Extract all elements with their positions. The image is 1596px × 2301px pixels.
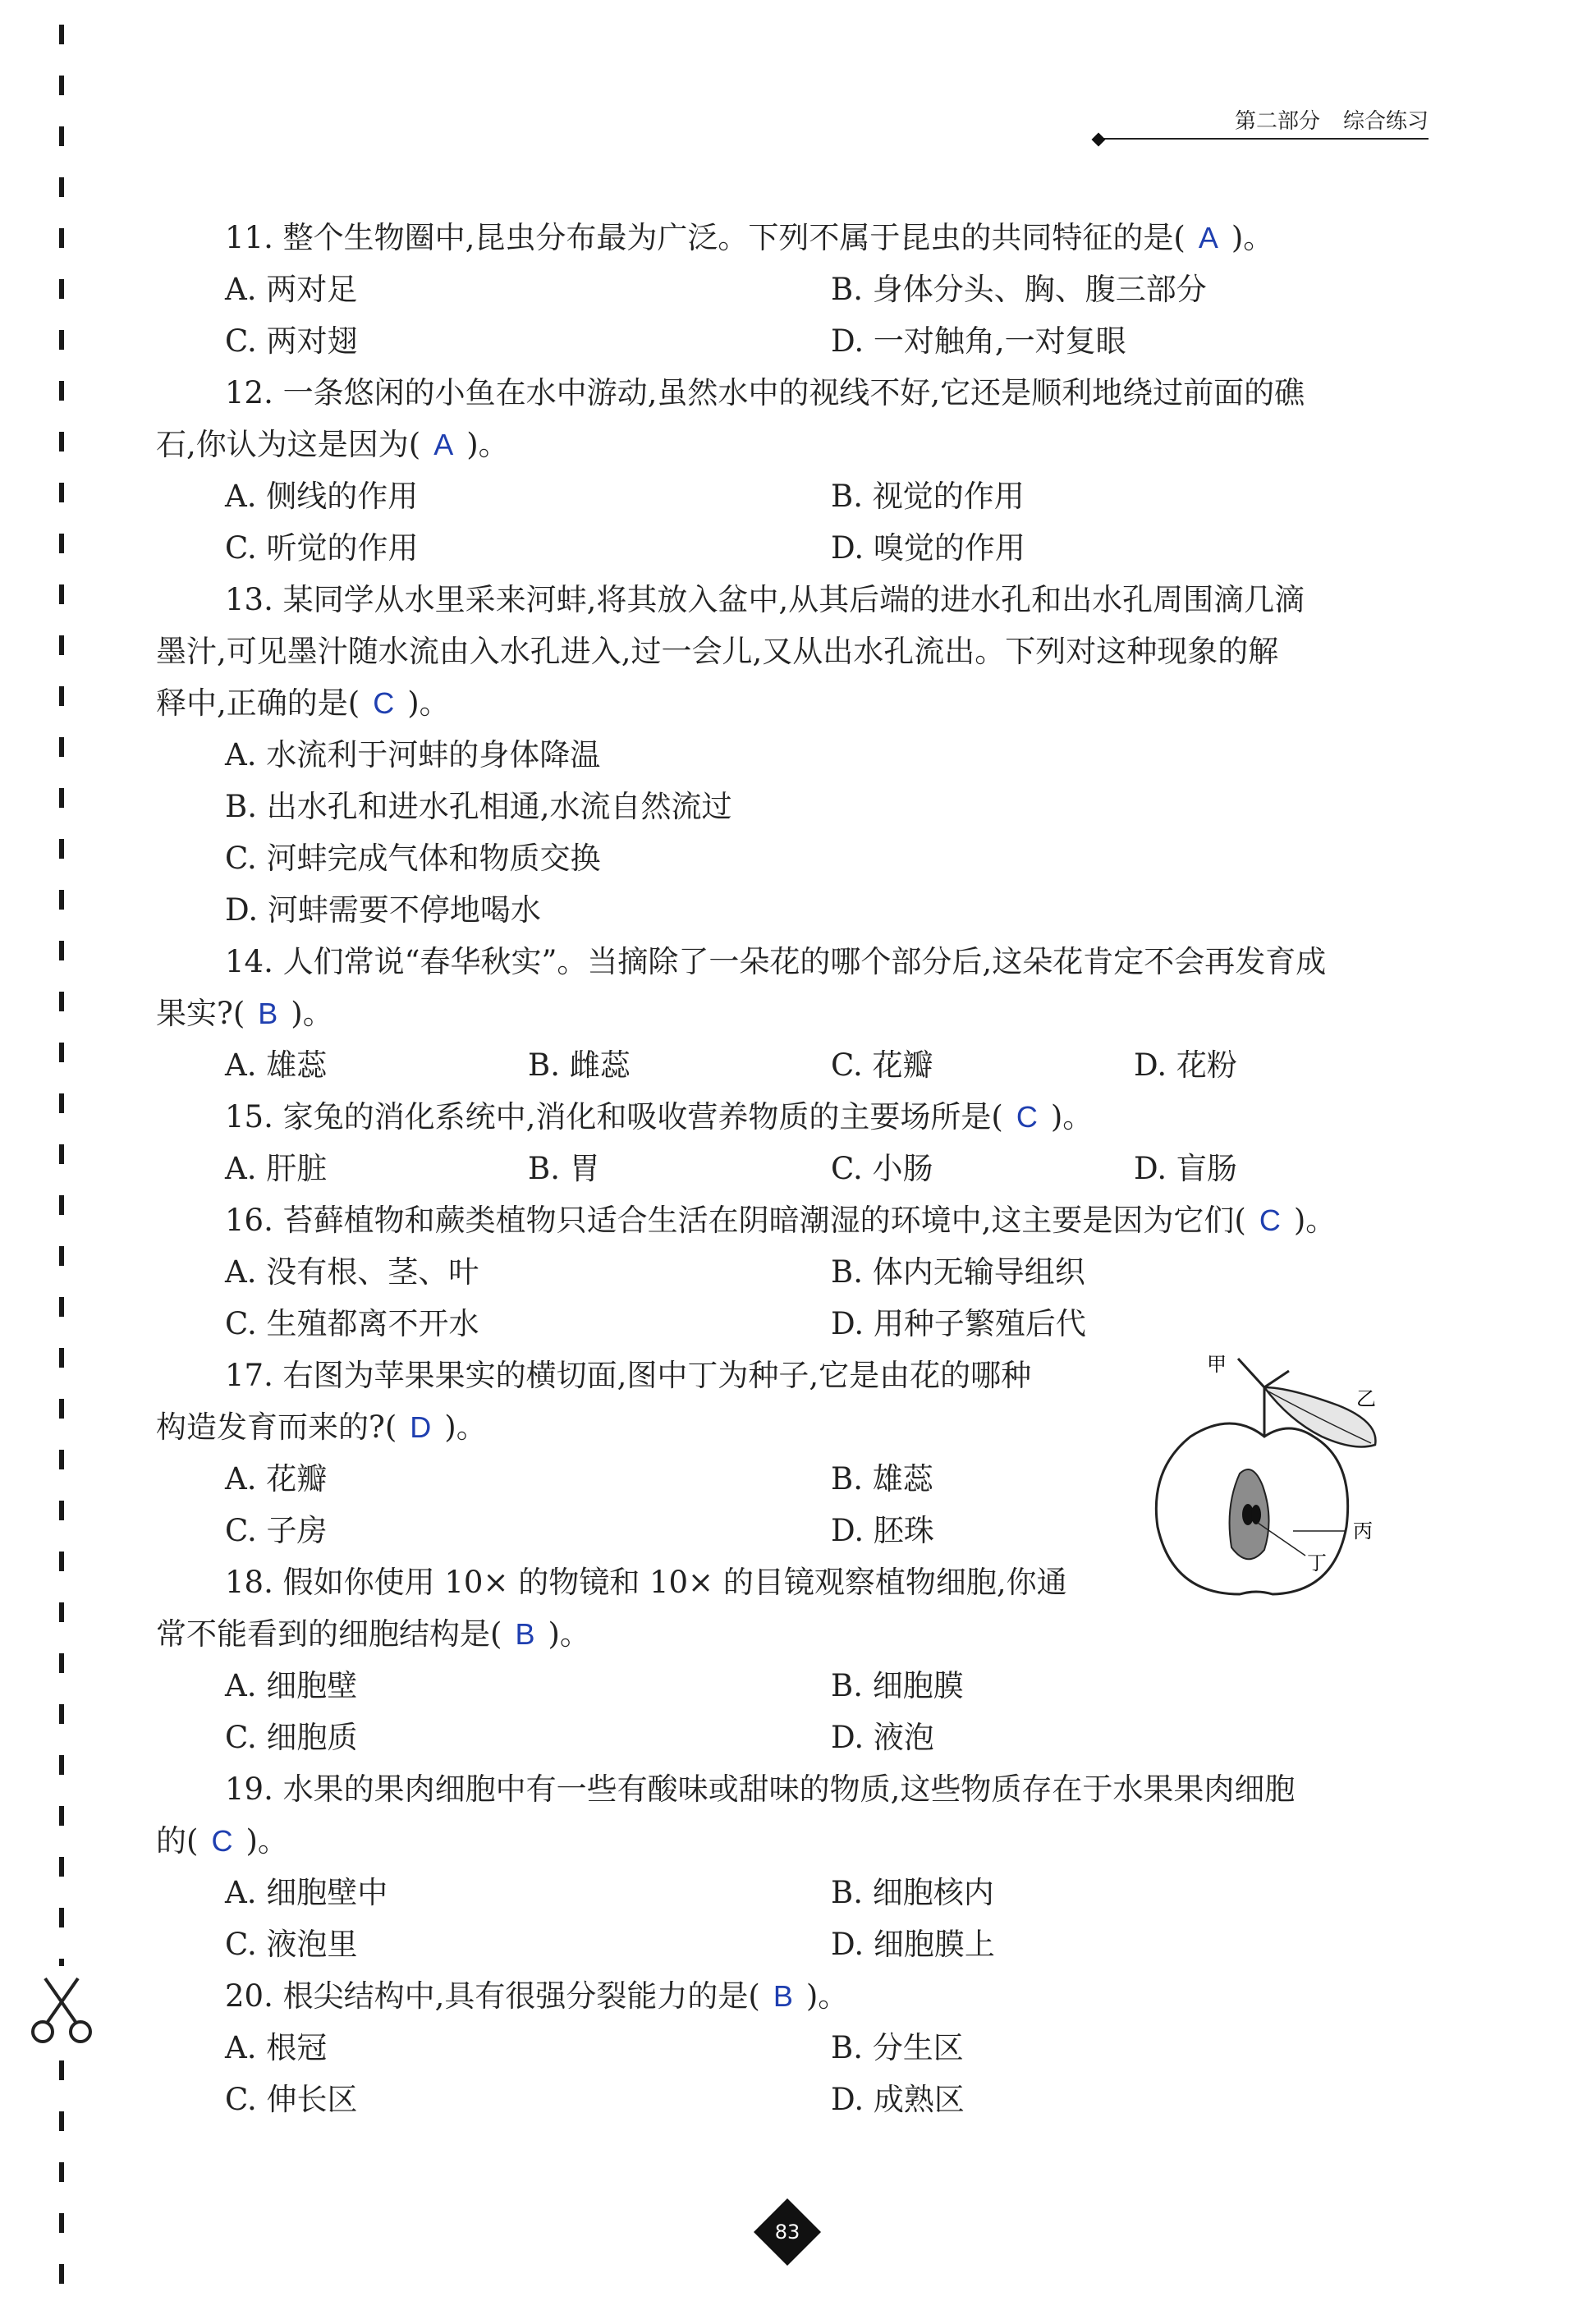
option: D. 胚珠 xyxy=(831,1513,934,1548)
option: D. 河蚌需要不停地喝水 xyxy=(225,892,541,928)
option: D. 用种子繁殖后代 xyxy=(831,1306,1086,1341)
option: D. 花粉 xyxy=(1134,1047,1237,1083)
option: C. 两对翅 xyxy=(225,323,358,359)
question-12-options xyxy=(156,470,1437,522)
answer-13: C xyxy=(373,686,395,720)
option: B. 身体分头、胸、腹三部分 xyxy=(831,272,1207,307)
header-part: 第二部分 xyxy=(1234,109,1320,134)
header-section: 综合练习 xyxy=(1342,109,1429,134)
label-bing: 丙 xyxy=(1353,1519,1373,1542)
answer-20: B xyxy=(773,1979,793,2013)
option: A. 细胞壁中 xyxy=(225,1875,388,1910)
option: D. 一对触角,一对复眼 xyxy=(831,323,1126,359)
label-ding: 丁 xyxy=(1307,1552,1327,1574)
option: B. 分生区 xyxy=(831,2030,964,2065)
option: D. 成熟区 xyxy=(831,2082,965,2117)
question-18-options xyxy=(156,1712,1437,1763)
option: B. 细胞核内 xyxy=(831,1875,994,1910)
cut-line xyxy=(59,25,64,2290)
option: C. 听觉的作用 xyxy=(225,530,419,566)
question-11-options xyxy=(156,315,1437,367)
option: C. 花瓣 xyxy=(831,1047,933,1083)
option: D. 盲肠 xyxy=(1134,1151,1237,1186)
question-18-stem-cont: 常不能看到的细胞结构是( B )。 xyxy=(156,1616,590,1652)
option: B. 细胞膜 xyxy=(831,1668,964,1703)
option: C. 河蚌完成气体和物质交换 xyxy=(225,841,601,876)
option: B. 体内无输导组织 xyxy=(831,1254,1085,1290)
question-18-options xyxy=(156,1660,1437,1712)
question-20-stem: 20. 根尖结构中,具有很强分裂能力的是( B )。 xyxy=(225,1978,849,2014)
option: B. 雌蕊 xyxy=(528,1047,631,1083)
scissors-icon xyxy=(25,1974,99,2048)
option: A. 细胞壁 xyxy=(225,1668,358,1703)
answer-11: A xyxy=(1198,221,1218,254)
option: C. 子房 xyxy=(225,1513,328,1548)
page-number: 83 xyxy=(774,2221,800,2244)
question-13-stem: 13. 某同学从水里采来河蚌,将其放入盆中,从其后端的进水孔和出水孔周围滴几滴 xyxy=(225,582,1305,617)
option: C. 液泡里 xyxy=(225,1927,358,1962)
question-13-stem-cont: 释中,正确的是( C )。 xyxy=(156,685,450,721)
option: A. 根冠 xyxy=(225,2030,328,2065)
question-17-stem: 17. 右图为苹果果实的横切面,图中丁为种子,它是由花的哪种 xyxy=(225,1358,1032,1393)
answer-17: D xyxy=(410,1410,432,1444)
question-15-stem: 15. 家兔的消化系统中,消化和吸收营养物质的主要场所是( C )。 xyxy=(225,1099,1094,1134)
question-20-options xyxy=(156,2022,1437,2074)
header-text xyxy=(1223,104,1429,135)
answer-19: C xyxy=(211,1824,233,1858)
option: A. 雄蕊 xyxy=(225,1047,328,1083)
option: D. 细胞膜上 xyxy=(831,1927,995,1962)
question-18-stem: 18. 假如你使用 10× 的物镜和 10× 的目镜观察植物细胞,你通 xyxy=(225,1565,1067,1600)
option: B. 视觉的作用 xyxy=(831,479,1025,514)
question-19-options xyxy=(156,1867,1437,1918)
question-14-stem: 14. 人们常说“春华秋实”。当摘除了一朵花的哪个部分后,这朵花肯定不会再发育成 xyxy=(225,944,1327,979)
question-16-options xyxy=(156,1298,1437,1350)
header-diamond xyxy=(1092,133,1106,147)
option: A. 没有根、茎、叶 xyxy=(225,1254,479,1290)
question-14-stem-cont: 果实?( B )。 xyxy=(156,996,333,1031)
option: C. 小肠 xyxy=(831,1151,933,1186)
option: A. 肝脏 xyxy=(225,1151,328,1186)
question-16-stem: 16. 苔藓植物和蕨类植物只适合生活在阴暗潮湿的环境中,这主要是因为它们( C )。 xyxy=(225,1203,1337,1238)
question-19-stem: 19. 水果的果肉细胞中有一些有酸味或甜味的物质,这些物质存在于水果果肉细胞 xyxy=(225,1772,1296,1807)
question-20-options xyxy=(156,2074,1437,2125)
header-rule xyxy=(1100,138,1429,140)
label-jia: 甲 xyxy=(1207,1354,1227,1376)
option: C. 伸长区 xyxy=(225,2082,358,2117)
option: B. 雄蕊 xyxy=(831,1461,933,1497)
option: A. 两对足 xyxy=(225,272,358,307)
option: C. 生殖都离不开水 xyxy=(225,1306,479,1341)
page-header xyxy=(1100,105,1429,144)
question-13-stem-cont: 墨汁,可见墨汁随水流由入水孔进入,过一会儿,又从出水孔流出。下列对这种现象的解 xyxy=(156,634,1279,669)
question-19-options xyxy=(156,1918,1437,1970)
question-11-stem: 11. 整个生物圈中,昆虫分布最为广泛。下列不属于昆虫的共同特征的是( A )。 xyxy=(225,220,1274,255)
question-list xyxy=(156,212,1437,2125)
apple-cross-section-figure xyxy=(1133,1354,1404,1601)
question-12-stem-cont: 石,你认为这是因为( A )。 xyxy=(156,427,509,462)
option: C. 细胞质 xyxy=(225,1720,358,1755)
option: A. 侧线的作用 xyxy=(225,479,419,514)
question-12-options xyxy=(156,522,1437,574)
option: A. 水流利于河蚌的身体降温 xyxy=(225,737,601,772)
answer-14: B xyxy=(258,997,278,1030)
answer-16: C xyxy=(1259,1203,1281,1237)
question-16-options xyxy=(156,1246,1437,1298)
option: D. 液泡 xyxy=(831,1720,934,1755)
question-19-stem-cont: 的( C )。 xyxy=(156,1823,288,1859)
answer-12: A xyxy=(433,428,454,461)
answer-18: B xyxy=(515,1617,535,1651)
question-15-options xyxy=(156,1143,1437,1194)
answer-15: C xyxy=(1016,1100,1038,1134)
question-17-stem-cont: 构造发育而来的?( D )。 xyxy=(156,1409,487,1445)
question-12-stem: 12. 一条悠闲的小鱼在水中游动,虽然水中的视线不好,它还是顺利地绕过前面的礁 xyxy=(225,375,1305,410)
option: D. 嗅觉的作用 xyxy=(831,530,1025,566)
label-yi: 乙 xyxy=(1356,1387,1376,1410)
question-11-options xyxy=(156,264,1437,315)
apple-stem xyxy=(1238,1359,1289,1387)
option: B. 胃 xyxy=(528,1151,600,1186)
option: B. 出水孔和进水孔相通,水流自然流过 xyxy=(225,789,732,824)
option: A. 花瓣 xyxy=(225,1461,328,1497)
question-14-options xyxy=(156,1039,1437,1091)
